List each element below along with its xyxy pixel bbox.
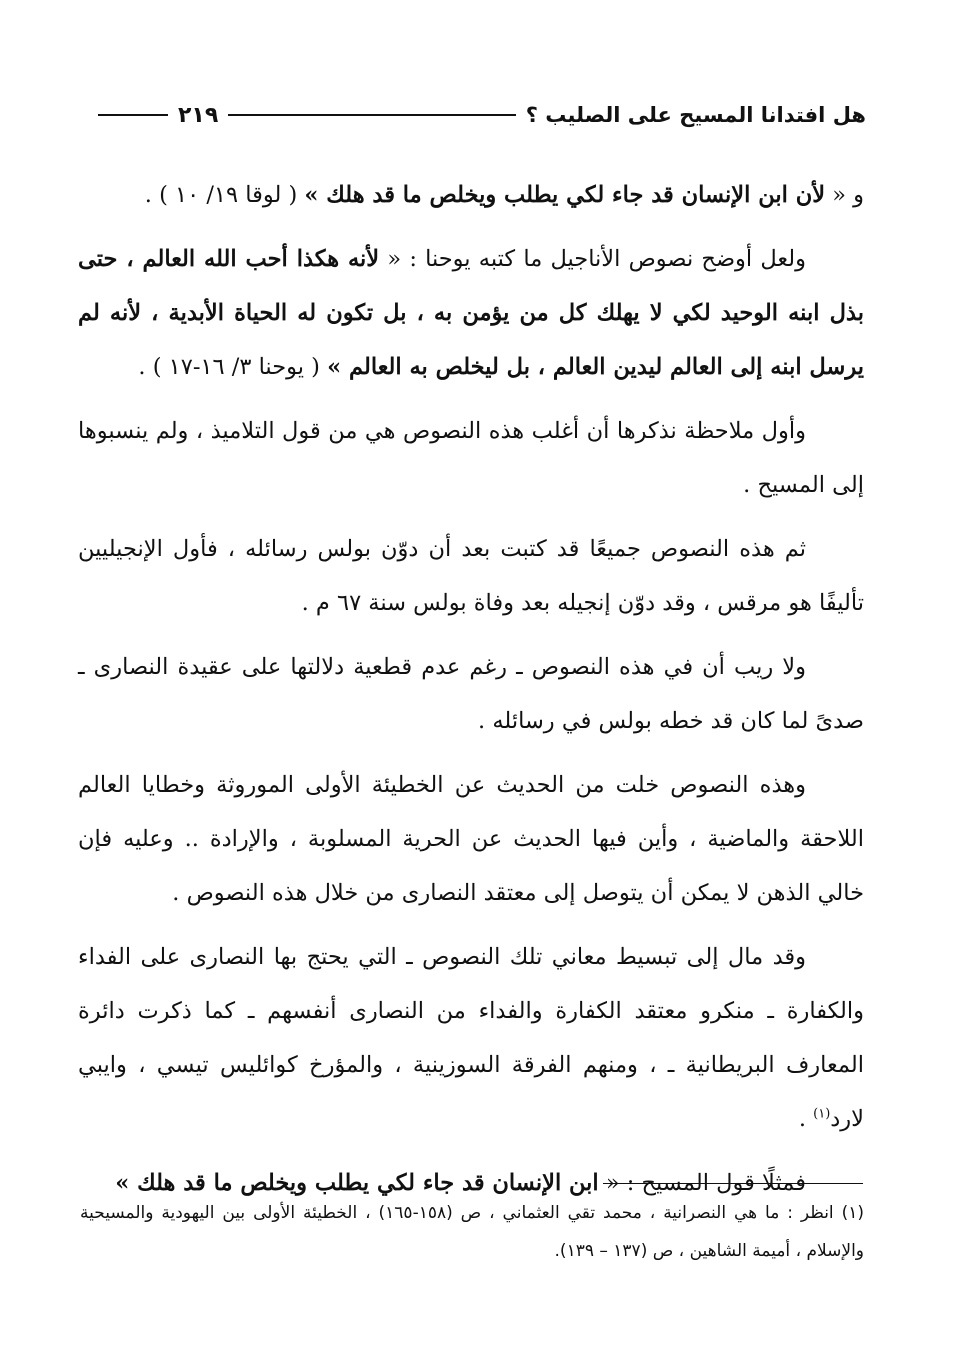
quoted-text: ابن الإنسان قد جاء لكي يطلب ويخلص ما قد هلك »: [115, 1170, 599, 1196]
paragraph: [78, 522, 864, 630]
paragraph-text: وهذه النصوص خلت من الحديث عن الخطيئة الأولى الموروثة وخطايا العالم اللاحقة والماضية ، وأين فيها الحديث عن الحرية المسلوبة ، والإرادة .. وعليه فإن خالي الذهن لا يمكن أن يتوصل إلى معتقد النصارى من خلال هذه النصوص .: [78, 772, 864, 906]
paragraph-lead: ولعل أوضح نصوص الأناجيل ما كتبه يوحنا : «: [379, 246, 806, 272]
quoted-text: لأن ابن الإنسان قد جاء لكي يطلب ويخلص ما قد هلك »: [304, 182, 826, 208]
paragraph-text: ثم هذه النصوص جميعًا قد كتبت بعد أن دوّن بولس رسائله ، فأول الإنجيليين تأليفًا هو مرقس ، وقد دوّن إنجيله بعد وفاة بولس سنة ٦٧ م .: [78, 536, 864, 616]
paragraph: [78, 758, 864, 920]
paragraph-lead: فمثلًا قول المسيح : «: [598, 1170, 806, 1196]
paragraph: [78, 404, 864, 512]
footnote-separator: [603, 1183, 863, 1184]
header-rule-end: [98, 114, 168, 116]
paragraph-text: ولا ريب أن في هذه النصوص ـ رغم عدم قطعية دلالتها على عقيدة النصارى ـ صدىً لما كان قد خطه بولس في رسائله .: [78, 654, 864, 734]
running-header: [88, 92, 866, 138]
header-rule: [228, 114, 515, 116]
quoted-text: لأنه هكذا أحب الله العالم ، حتى بذل ابنه الوحيد لكي لا يهلك كل من يؤمن به ، بل تكون له الحياة الأبدية ، لأنه لم يرسل ابنه إلى العالم ليدين العالم ، بل ليخلص به العالم »: [78, 246, 864, 380]
paragraph-end: .: [798, 1106, 814, 1132]
page-number: ٢١٩: [178, 102, 219, 128]
paragraph: [78, 640, 864, 748]
paragraph: [78, 930, 864, 1146]
paragraph: [78, 232, 864, 394]
citation: ( يوحنا ٣/ ١٦-١٧ ) .: [138, 354, 328, 380]
header-title: هل افتدانا المسيح على الصليب ؟: [525, 103, 866, 127]
paragraph-text: وأول ملاحظة نذكرها أن أغلب هذه النصوص هي من قول التلاميذ ، ولم ينسبوها إلى المسيح .: [78, 418, 864, 498]
footnote-reference[interactable]: (١): [813, 1106, 831, 1122]
footnote: (١) انظر : ما هي النصرانية ، محمد تقي العثماني ، ص (١٥٨-١٦٥) ، الخطيئة الأولى بين اليهودية والمسيحية والإسلام ، أميمة الشاهين ، ص (١٣٧ – ١٣٩).: [80, 1203, 864, 1261]
citation: ( لوقا ١٩/ ١٠ ) .: [144, 182, 305, 208]
paragraph: [78, 168, 864, 222]
paragraph-text: وقد مال إلى تبسيط معاني تلك النصوص ـ التي يحتج بها النصارى على الفداء والكفارة ـ منكرو معتقد الكفارة والفداء من النصارى أنفسهم ـ كما ذكرت دائرة المعارف البريطانية ـ ، ومنهم الفرقة السوزينية ، والمؤرخ كوائليس تيسي ، وايبي لارد: [78, 944, 864, 1132]
paragraph-lead: و «: [825, 182, 864, 208]
body-text: [78, 168, 864, 1220]
